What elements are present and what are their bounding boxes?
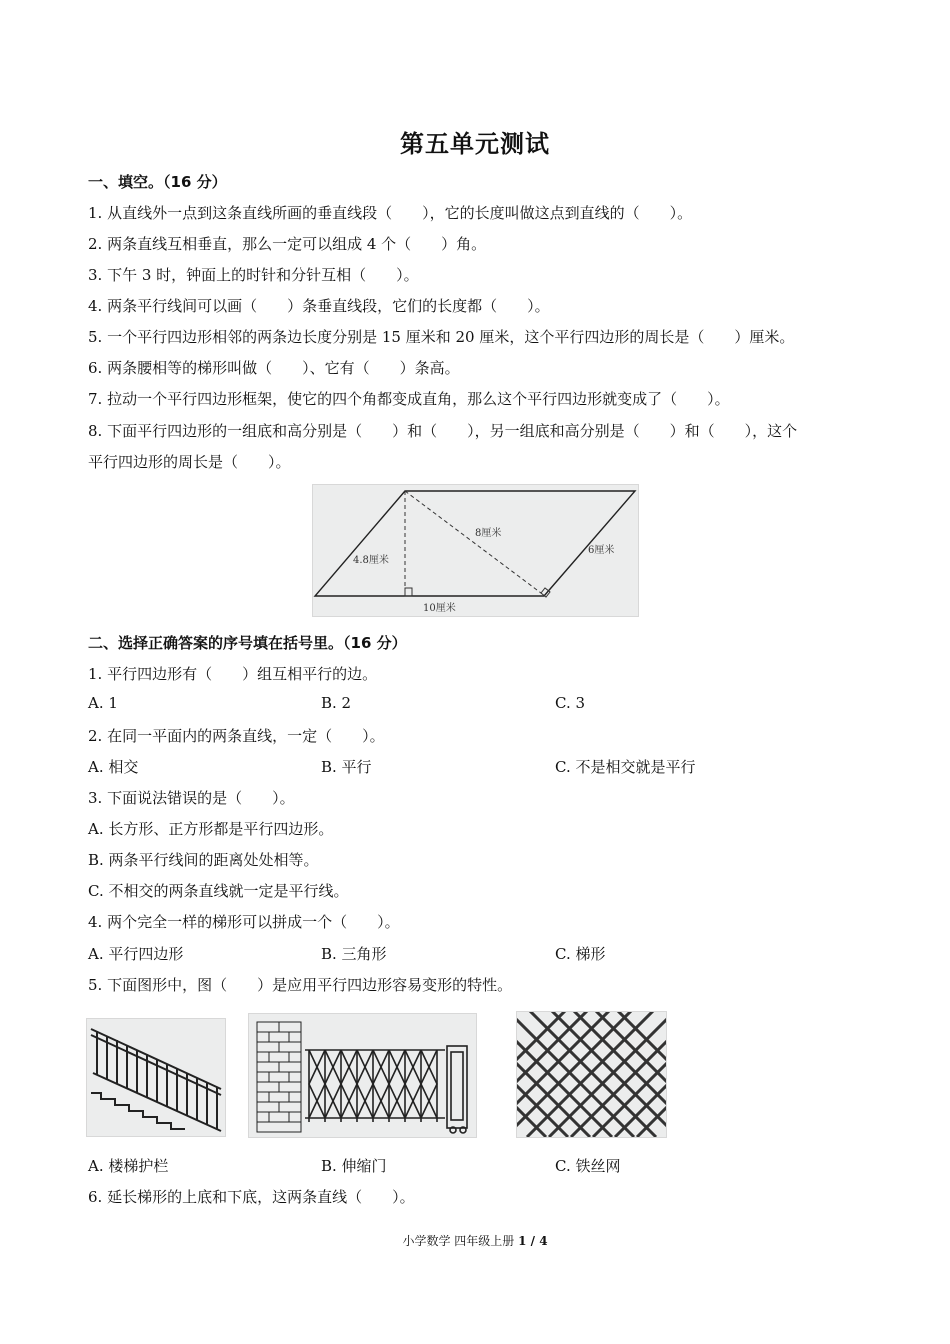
diagonal-label: 8厘米	[475, 528, 502, 539]
height-label: 4.8厘米	[353, 555, 389, 566]
s2-q2: 2. 在同一平面内的两条直线，一定（ ）。	[88, 727, 385, 745]
wire-mesh-image	[516, 1011, 667, 1138]
section1-heading: 一、填空。（16 分）	[88, 173, 227, 191]
s2-q5-option-b: B. 伸缩门	[321, 1157, 387, 1175]
s1-q5: 5. 一个平行四边形相邻的两条边长度分别是 15 厘米和 20 厘米，这个平行四边形的周长是（ ）厘米。	[88, 328, 795, 346]
s1-q8: 8. 下面平行四边形的一组底和高分别是（ ）和（ ），另一组底和高分别是（ ）和（ ），这个	[88, 422, 798, 440]
s1-q6: 6. 两条腰相等的梯形叫做（ ）、它有（ ）条高。	[88, 359, 460, 377]
s2-q5-option-c: C. 铁丝网	[555, 1157, 621, 1175]
s2-q3-option-b: B. 两条平行线间的距离处处相等。	[88, 851, 319, 869]
page-title: 第五单元测试	[400, 130, 550, 158]
s2-q5-option-a: A. 楼梯护栏	[88, 1157, 169, 1175]
s2-q2-option-c: C. 不是相交就是平行	[555, 758, 696, 776]
s2-q3-option-a: A. 长方形、正方形都是平行四边形。	[88, 820, 334, 838]
s2-q3: 3. 下面说法错误的是（ ）。	[88, 789, 295, 807]
s1-q2: 2. 两条直线互相垂直，那么一定可以组成 4 个（ ）角。	[88, 235, 487, 253]
s2-q4-option-b: B. 三角形	[321, 945, 387, 963]
s2-q2-option-b: B. 平行	[321, 758, 372, 776]
stair-railing-image	[86, 1018, 226, 1137]
s2-q2-option-a: A. 相交	[88, 758, 139, 776]
s1-q3: 3. 下午 3 时，钟面上的时针和分针互相（ ）。	[88, 266, 419, 284]
s2-q1: 1. 平行四边形有（ ）组互相平行的边。	[88, 665, 378, 683]
s2-q4-option-c: C. 梯形	[555, 945, 606, 963]
base-label: 10厘米	[423, 603, 456, 614]
s2-q3-option-c: C. 不相交的两条直线就一定是平行线。	[88, 882, 349, 900]
s2-q4: 4. 两个完全一样的梯形可以拼成一个（ ）。	[88, 913, 400, 931]
s1-q8-cont: 平行四边形的周长是（ ）。	[88, 453, 291, 471]
diagonal-height-line	[405, 491, 541, 593]
s2-q4-option-a: A. 平行四边形	[88, 945, 184, 963]
footer-text: 小学数学 四年级上册	[402, 1234, 515, 1248]
parallelogram-diagram	[313, 485, 638, 616]
s1-q1: 1. 从直线外一点到这条直线所画的垂直线段（ ），它的长度叫做这点到直线的（ ）。	[88, 204, 693, 222]
s1-q7: 7. 拉动一个平行四边形框架，使它的四个角都变成直角，那么这个平行四边形就变成了（ ）。	[88, 390, 730, 408]
page-number: 1 / 4	[518, 1234, 548, 1248]
page-footer	[0, 1232, 950, 1249]
retractable-gate-drawing	[249, 1014, 476, 1137]
s2-q5: 5. 下面图形中，图（ ）是应用平行四边形容易变形的特性。	[88, 976, 513, 994]
s2-q1-option-a: A. 1	[88, 694, 118, 712]
s2-q1-option-c: C. 3	[555, 694, 586, 712]
stair-railing-drawing	[87, 1019, 225, 1136]
right-angle-mark-base	[405, 588, 412, 596]
retractable-gate-image	[248, 1013, 477, 1138]
s1-q4: 4. 两条平行线间可以画（ ）条垂直线段，它们的长度都（ ）。	[88, 297, 550, 315]
s2-q1-option-b: B. 2	[321, 694, 352, 712]
parallelogram-figure	[312, 484, 639, 617]
s2-q6: 6. 延长梯形的上底和下底，这两条直线（ ）。	[88, 1188, 415, 1206]
side-label: 6厘米	[588, 545, 615, 556]
section2-heading: 二、选择正确答案的序号填在括号里。（16 分）	[88, 634, 407, 652]
wire-mesh-drawing	[517, 1012, 666, 1137]
